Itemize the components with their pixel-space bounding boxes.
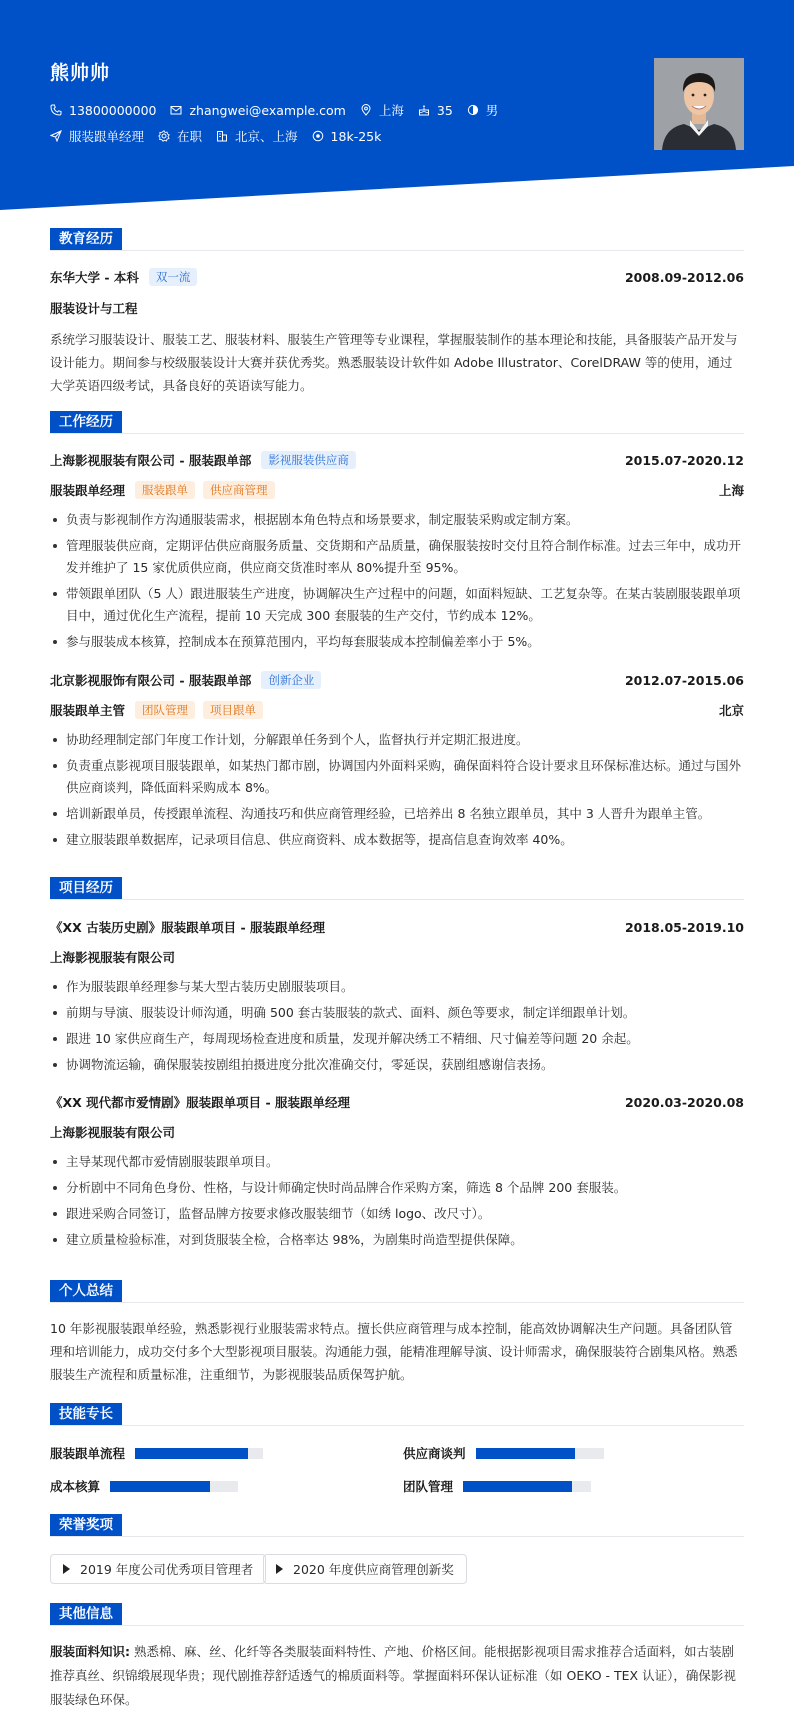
section-divider: [50, 1302, 744, 1303]
award-item: [50, 1554, 266, 1584]
skill-item: [50, 1444, 263, 1462]
salary-item: [312, 129, 382, 144]
skill-bar: [476, 1448, 604, 1459]
project-date: 2020.03-2020.08: [624, 1094, 744, 1110]
skill-item: [403, 1444, 604, 1462]
section-title-summary: [50, 1280, 122, 1302]
project-date: 2018.05-2019.10: [624, 919, 744, 935]
section-label: 工作经历: [50, 411, 122, 433]
list-item: 跟进采购合同签订，监督品牌方按要求修改服装细节（如绣 logo、改尺寸）。: [50, 1203, 744, 1225]
location-icon: [360, 104, 372, 116]
list-item: 负责与影视制作方沟通服装需求，根据剧本角色特点和场景要求，制定服装采购或定制方案。: [50, 509, 744, 531]
work-location: 上海: [718, 483, 744, 498]
triangle-right-icon: [276, 1564, 283, 1574]
list-item: 管理服装供应商，定期评估供应商服务质量、交货期和产品质量，确保服装按时交付且符合制作标准。过去三年中，成功开发并维护了 15 家优质供应商，供应商交货准时率从 80%提升至 95%。: [50, 535, 744, 579]
gender-text: 男: [485, 103, 499, 118]
email-text: zhangwei@example.com: [189, 102, 346, 118]
target-city-text: 北京、上海: [235, 129, 298, 144]
section-title-work: [50, 411, 122, 433]
list-item: 建立服装跟单数据库，记录项目信息、供应商资料、成本数据等，提高信息查询效率 40%。: [50, 829, 744, 851]
skill-tag-badge: 服装跟单: [135, 481, 195, 499]
list-item: 分析剧中不同角色身份、性格，与设计师确定快时尚品牌合作采购方案，筛选 8 个品牌 200 套服装。: [50, 1177, 744, 1199]
list-item: 协助经理制定部门年度工作计划，分解跟单任务到个人，监督执行并定期汇报进度。: [50, 729, 744, 751]
portrait-image: [654, 58, 744, 150]
company-tag-badge: 影视服装供应商: [261, 451, 356, 469]
job-title: 服装跟单主管: [50, 703, 126, 718]
phone-item: [50, 103, 156, 118]
other-info: [50, 1640, 744, 1712]
email-item: [170, 103, 345, 118]
target-city-item: [216, 127, 298, 145]
section-label: 其他信息: [50, 1603, 122, 1625]
skill-bar: [135, 1448, 263, 1459]
job-target-item: [50, 127, 144, 145]
project-company: 上海影视服装有限公司: [50, 1125, 176, 1140]
cake-icon: [418, 104, 430, 116]
company-tag-badge: 创新企业: [261, 671, 321, 689]
project-company-row: [50, 1123, 744, 1141]
resume-header: [0, 0, 794, 210]
work-date: 2015.07-2020.12: [624, 452, 744, 468]
profile-photo: [654, 58, 744, 150]
mail-icon: [170, 104, 182, 116]
section-title-skills: [50, 1403, 122, 1425]
skill-bar-fill: [110, 1481, 210, 1492]
work-bullet-list: [50, 509, 744, 657]
settings-icon: [158, 130, 170, 142]
section-title-other: [50, 1603, 122, 1625]
education-date: 2008.09-2012.06: [624, 269, 744, 285]
project-header-row: [50, 1093, 744, 1111]
job-intent-row: [50, 127, 395, 145]
education-header-row: [50, 268, 744, 286]
list-item: 培训新跟单员，传授跟单流程、沟通技巧和供应商管理经验，已培养出 8 名独立跟单员，其中 3 人晋升为跟单主管。: [50, 803, 744, 825]
section-label: 技能专长: [50, 1403, 122, 1425]
work-location: 北京: [718, 703, 744, 718]
award-text: 2019 年度公司优秀项目管理者: [80, 1562, 254, 1577]
skill-name: 成本核算: [50, 1479, 101, 1494]
job-title: 服装跟单经理: [50, 483, 126, 498]
major-row: [50, 299, 744, 317]
list-item: 参与服装成本核算，控制成本在预算范围内，平均每套服装成本控制偏差率小于 5%。: [50, 631, 744, 653]
summary-text: 10 年影视服装跟单经验，熟悉影视行业服装需求特点。擅长供应商管理与成本控制，能高效协调解决生产问题。具备团队管理和培训能力，成功交付多个大型影视项目服装。沟通能力强，能精准理解导演、设计师需求，确保服装符合剧集风格。熟悉服装生产流程和质量标准，注重细节，为影视服装品质保驾护航。: [50, 1321, 738, 1382]
phone-text: 13800000000: [69, 102, 157, 118]
skill-tag-badge: 供应商管理: [203, 481, 275, 499]
section-divider: [50, 1536, 744, 1537]
gender-item: [467, 101, 499, 119]
gender-icon: [467, 104, 479, 116]
skill-bar-fill: [463, 1481, 572, 1492]
project-company-row: [50, 948, 744, 966]
city-text: 上海: [378, 103, 404, 118]
project-bullet-list: [50, 976, 744, 1080]
project-name: 《XX 古装历史剧》服装跟单项目 - 服装跟单经理: [50, 920, 326, 935]
section-divider: [50, 1425, 744, 1426]
send-icon: [50, 130, 62, 142]
school-tag-badge: 双一流: [149, 268, 198, 286]
list-item: 主导某现代都市爱情剧服装跟单项目。: [50, 1151, 744, 1173]
list-item: 作为服装跟单经理参与某大型古装历史剧服装项目。: [50, 976, 744, 998]
skill-name: 服装跟单流程: [50, 1446, 126, 1461]
list-item: 带领跟单团队（5 人）跟进服装生产进度，协调解决生产过程中的问题，如面料短缺、工艺复杂等。在某古装剧服装跟单项目中，通过优化生产流程，提前 10 天完成 300 套服装的生产交付，节约成本 12%。: [50, 583, 744, 627]
job-target-text: 服装跟单经理: [69, 129, 145, 144]
contact-row: [50, 101, 512, 119]
building-icon: [216, 130, 228, 142]
work-company-row: [50, 451, 744, 469]
project-company: 上海影视服装有限公司: [50, 950, 176, 965]
skill-name: 供应商谈判: [403, 1446, 466, 1461]
skill-bar: [463, 1481, 591, 1492]
salary-text: 18k-25k: [330, 128, 382, 144]
project-bullet-list: [50, 1151, 744, 1255]
other-info-key: 服装面料知识:: [50, 1644, 130, 1659]
phone-icon: [50, 104, 62, 116]
list-item: 负责重点影视项目服装跟单，如某热门都市剧，协调国内外面料采购，确保面料符合设计要求且环保标准达标。通过与国外供应商谈判，降低面料采购成本 8%。: [50, 755, 744, 799]
list-item: 建立质量检验标准，对到货服装全检，合格率达 98%，为剧集时尚造型提供保障。: [50, 1229, 744, 1251]
company-name: 上海影视服装有限公司 - 服装跟单部: [50, 453, 252, 468]
major-name: 服装设计与工程: [50, 301, 138, 316]
triangle-right-icon: [63, 1564, 70, 1574]
skill-name: 团队管理: [403, 1479, 454, 1494]
age-item: [418, 103, 453, 118]
list-item: 前期与导演、服装设计师沟通，明确 500 套古装服装的款式、面料、颜色等要求，制定详细跟单计划。: [50, 1002, 744, 1024]
company-name: 北京影视服饰有限公司 - 服装跟单部: [50, 673, 252, 688]
skill-tag-badge: 团队管理: [135, 701, 195, 719]
work-company-row: [50, 671, 744, 689]
work-date: 2012.07-2015.06: [624, 672, 744, 688]
school-name: 东华大学 - 本科: [50, 270, 139, 285]
education-description: 系统学习服装设计、服装工艺、服装材料、服装生产管理等专业课程，掌握服装制作的基本理论和技能，具备服装产品开发与设计能力。期间参与校级服装设计大赛并获优秀奖。熟悉服装设计软件如 Adobe Illustrator、CorelDRAW 等的使用，通过大学英语四级考试，具备良好的英语读写能力。: [50, 332, 738, 393]
city-item: [360, 101, 404, 119]
section-label: 荣誉奖项: [50, 1514, 122, 1536]
section-divider: [50, 899, 744, 900]
salary-icon: [312, 130, 324, 142]
section-divider: [50, 1625, 744, 1626]
section-title-projects: [50, 877, 122, 899]
other-info-value: 熟悉棉、麻、丝、化纤等各类服装面料特性、产地、价格区间。能根据影视项目需求推荐合适面料，如古装剧推荐真丝、织锦缎展现华贵；现代剧推荐舒适透气的棉质面料等。掌握面料环保认证标准（如 OEKO - TEX 认证），确保影视服装绿色环保。: [50, 1644, 736, 1707]
section-title-awards: [50, 1514, 122, 1536]
skill-bar-fill: [135, 1448, 248, 1459]
section-label: 项目经历: [50, 877, 122, 899]
candidate-name: 熊帅帅: [50, 62, 111, 84]
work-title-row: [50, 701, 744, 719]
status-item: [158, 127, 202, 145]
skill-bar: [110, 1481, 238, 1492]
section-title-education: [50, 228, 122, 250]
section-divider: [50, 250, 744, 251]
section-label: 教育经历: [50, 228, 122, 250]
age-text: 35: [436, 102, 453, 118]
list-item: 跟进 10 家供应商生产，每周现场检查进度和质量，发现并解决绣工不精细、尺寸偏差等问题 20 余起。: [50, 1028, 744, 1050]
project-name: 《XX 现代都市爱情剧》服装跟单项目 - 服装跟单经理: [50, 1095, 351, 1110]
status-text: 在职: [177, 129, 203, 144]
skill-item: [50, 1477, 238, 1495]
award-item: [263, 1554, 467, 1584]
skill-tag-badge: 项目跟单: [203, 701, 263, 719]
section-divider: [50, 433, 744, 434]
work-bullet-list: [50, 729, 744, 855]
list-item: 协调物流运输，确保服装按剧组拍摄进度分批次准确交付，零延误，获剧组感谢信表扬。: [50, 1054, 744, 1076]
skill-item: [403, 1477, 591, 1495]
project-header-row: [50, 918, 744, 936]
award-text: 2020 年度供应商管理创新奖: [293, 1562, 454, 1577]
work-title-row: [50, 481, 744, 499]
section-label: 个人总结: [50, 1280, 122, 1302]
skill-bar-fill: [476, 1448, 576, 1459]
